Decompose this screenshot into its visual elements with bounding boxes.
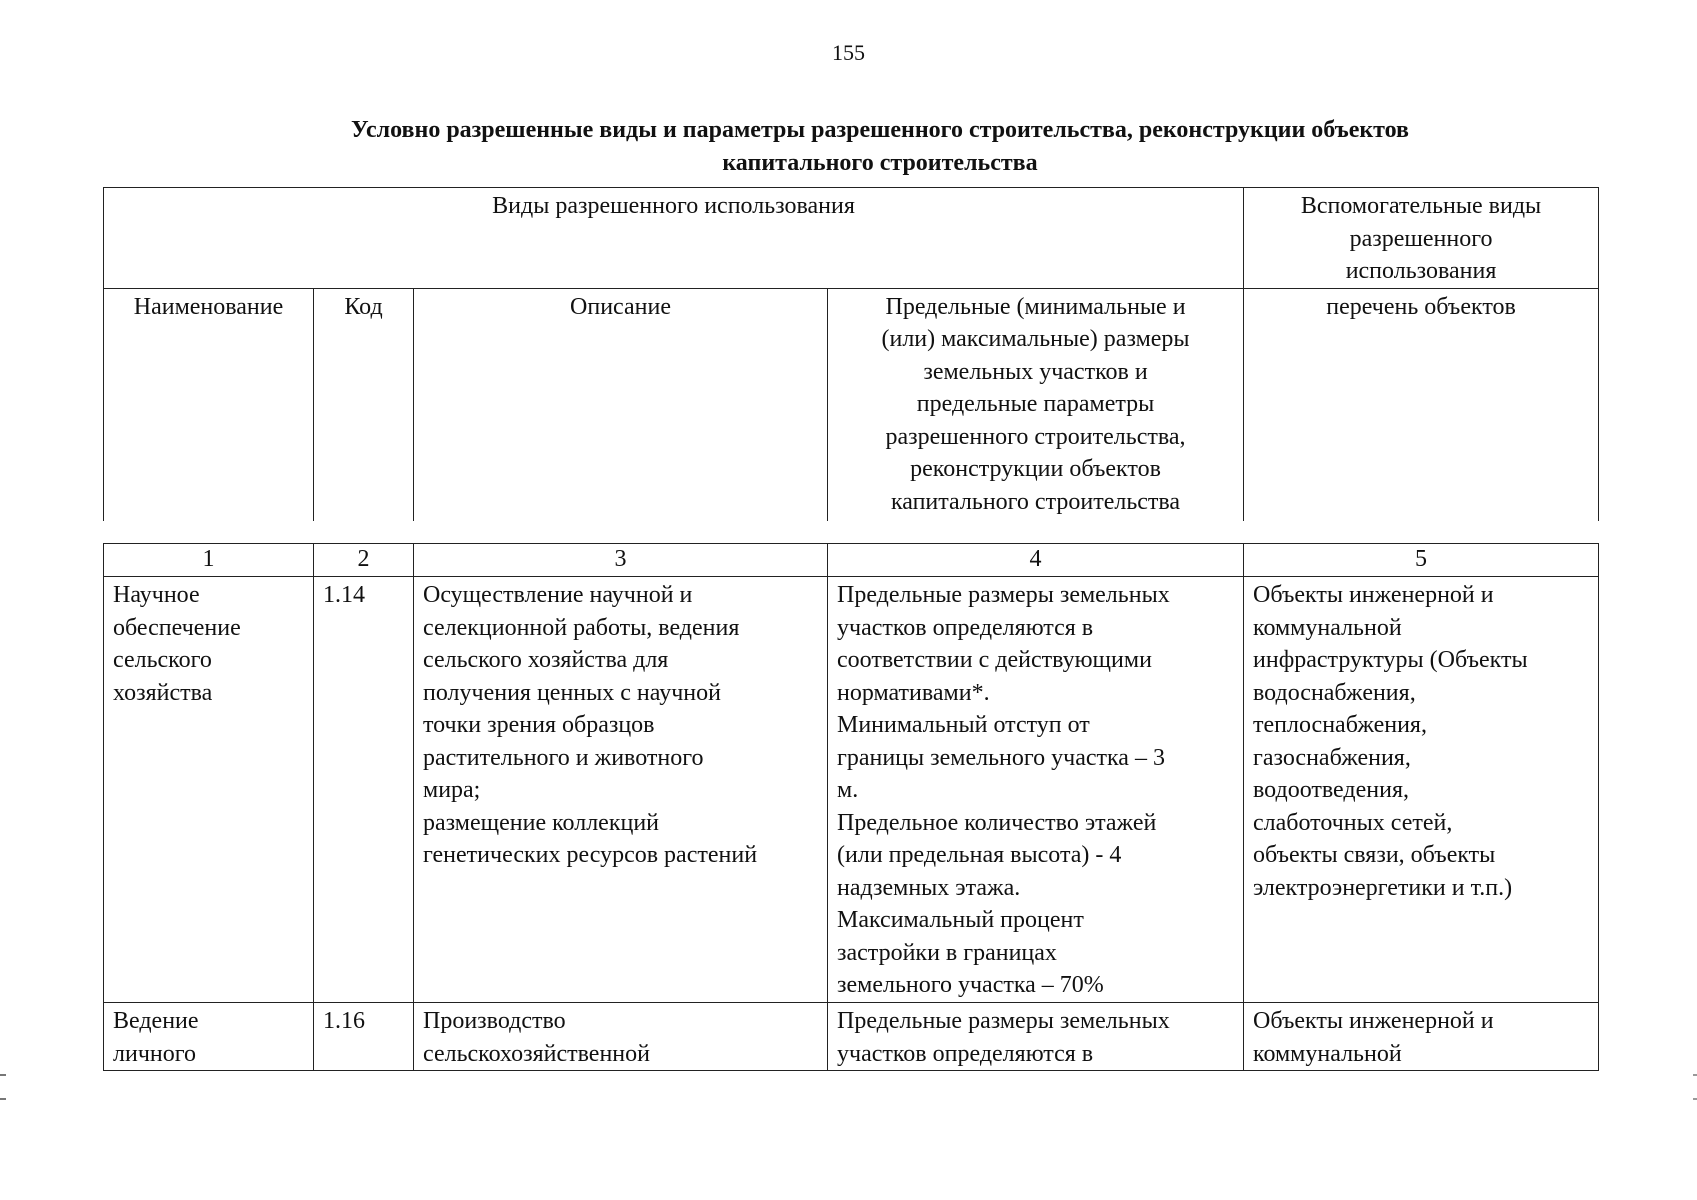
scan-edge-mark [1693,1074,1697,1100]
column-number-row [104,544,1599,577]
header-col-code: Код [314,288,414,521]
title-line-1: Условно разрешенные виды и параметры разрешенного строительства, реконструкции объектов [350,117,1410,143]
header-col-description: Описание [414,288,828,521]
cell-description: Осуществление научной и селекционной работы, ведения сельского хозяйства для получения ценных с научной точки зрения образцов растительного и животного мира; размещение коллекций генетических ресурсов растений [414,577,828,1003]
cell-code: 1.16 [314,1003,414,1071]
page-number: 155 [832,40,865,65]
cell-aux: Объекты инженерной и коммунальной инфраструктуры (Объекты водоснабжения, теплоснабжения, газоснабжения, водоотведения, слаботочных сетей, объекты связи, объекты электроэнергетики и т.п.) [1244,577,1599,1003]
column-number: 3 [414,544,828,577]
column-number: 2 [314,544,414,577]
table-row [104,1003,1599,1071]
header-group-aux: Вспомогательные виды разрешенного использования [1244,188,1599,289]
cell-aux: Объекты инженерной и коммунальной [1244,1003,1599,1071]
title-line-2: капитального строительства [722,150,1038,176]
cell-params: Предельные размеры земельных участков определяются в соответствии с действующими нормативами*. Минимальный отступ от границы земельного участка – 3 м. Предельное количество этажей (или предельная высота) - 4 надземных этажа. Максимальный процент застройки в границах земельного участка – 70% [828,577,1244,1003]
header-col-params: Предельные (минимальные и (или) максимальные) размеры земельных участков и предельные параметры разрешенного строительства, реконструкции объектов капитального строительства [828,288,1244,521]
document-title [160,114,1600,180]
column-number: 4 [828,544,1244,577]
header-col-name: Наименование [104,288,314,521]
body-table [103,543,1599,1071]
column-number: 1 [104,544,314,577]
header-table [103,187,1599,521]
cell-description: Производство сельскохозяйственной [414,1003,828,1071]
header-group-main: Виды разрешенного использования [104,188,1244,289]
header-col-aux: перечень объектов [1244,288,1599,521]
cell-name: Научное обеспечение сельского хозяйства [104,577,314,1003]
column-number: 5 [1244,544,1599,577]
cell-name: Ведение личного [104,1003,314,1071]
cell-params: Предельные размеры земельных участков определяются в [828,1003,1244,1071]
cell-code: 1.14 [314,577,414,1003]
scan-edge-mark [0,1074,6,1100]
table-row [104,577,1599,1003]
